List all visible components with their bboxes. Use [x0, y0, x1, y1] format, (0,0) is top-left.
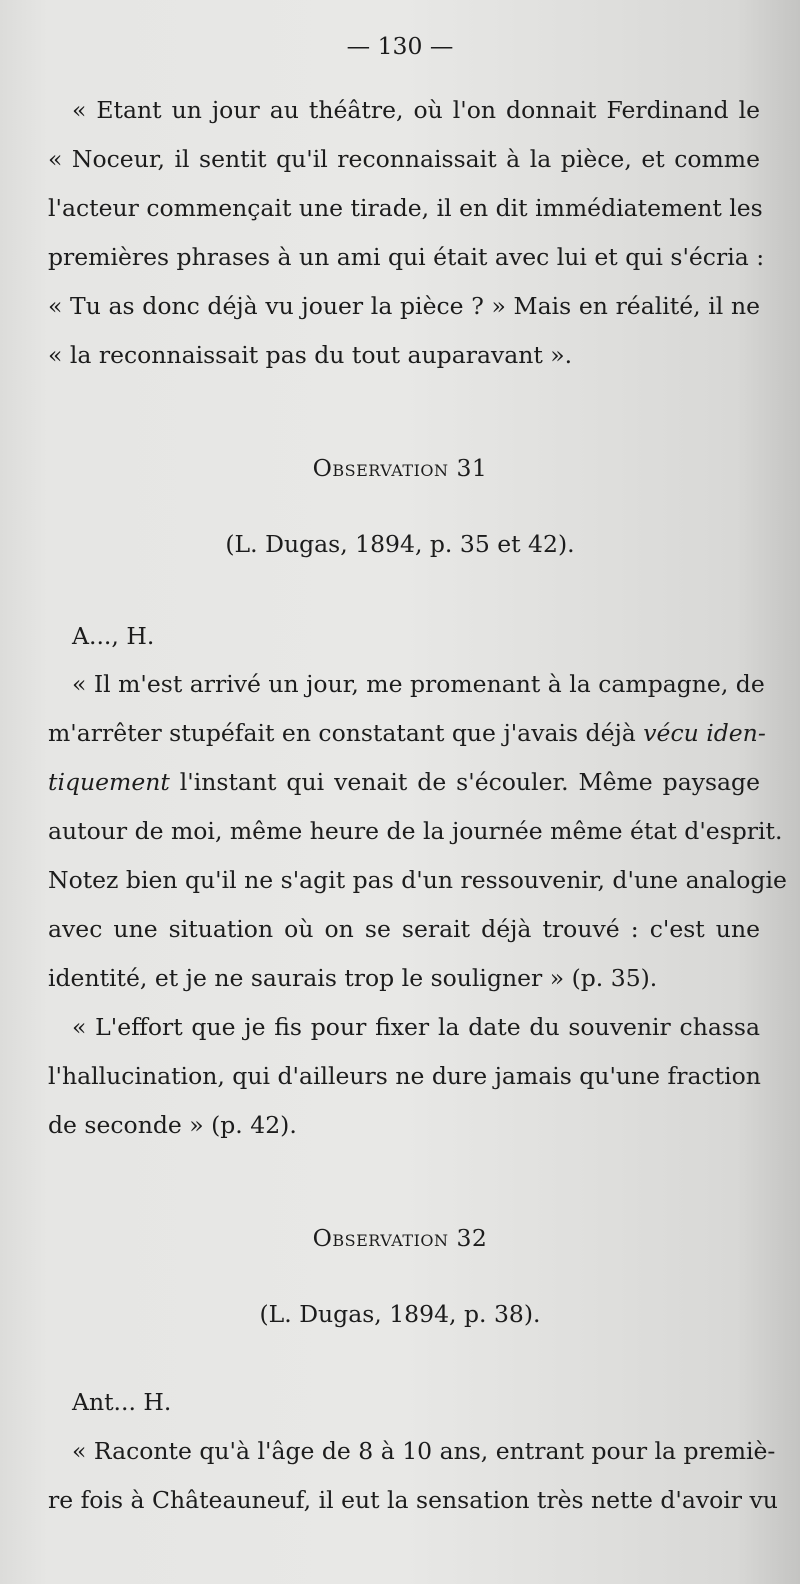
observation-heading: Observation 31: [312, 454, 488, 482]
observation-heading: Observation 32: [312, 1224, 488, 1252]
text-line: identité, et je ne saurais trop le souligner » (p. 35).: [48, 964, 658, 992]
text-line: re fois à Châteauneuf, il eut la sensation très nette d'avoir vu: [48, 1486, 778, 1514]
text-line: « L'effort que je fis pour fixer la date du souvenir chassa: [72, 1013, 760, 1041]
text-line: avec une situation où on se serait déjà trouvé : c'est une: [48, 915, 760, 943]
subject-label: A..., H.: [72, 622, 155, 650]
text-line: [48, 717, 766, 749]
text-line: l'hallucination, qui d'ailleurs ne dure jamais qu'une fraction: [48, 1062, 761, 1090]
text-line: « Noceur, il sentit qu'il reconnaissait à la pièce, et comme: [48, 145, 760, 173]
text-line: « Tu as donc déjà vu jouer la pièce ? » Mais en réalité, il ne: [48, 292, 760, 320]
text-run: m'arrêter stupéfait en constatant que j'avais déjà: [48, 719, 636, 747]
italic-run: tiquement: [48, 768, 170, 796]
text-run: l'instant qui venait de s'écouler. Même paysage: [169, 768, 760, 796]
observation-source: (L. Dugas, 1894, p. 38).: [259, 1300, 541, 1328]
text-line: « Etant un jour au théâtre, où l'on donnait Ferdinand le: [72, 96, 760, 124]
subject-label: Ant... H.: [72, 1388, 172, 1416]
text-line: [48, 766, 760, 798]
text-line: premières phrases à un ami qui était avec lui et qui s'écria :: [48, 243, 765, 271]
text-line: « Il m'est arrivé un jour, me promenant à la campagne, de: [72, 670, 765, 698]
text-line: autour de moi, même heure de la journée même état d'esprit.: [48, 817, 783, 845]
text-line: de seconde » (p. 42).: [48, 1111, 297, 1139]
text-line: Notez bien qu'il ne s'agit pas d'un ressouvenir, d'une analogie: [48, 866, 787, 894]
text-line: l'acteur commençait une tirade, il en dit immédiatement les: [48, 194, 763, 222]
text-line: « Raconte qu'à l'âge de 8 à 10 ans, entrant pour la premiè-: [72, 1437, 776, 1465]
italic-run: vécu iden-: [643, 719, 766, 747]
observation-source: (L. Dugas, 1894, p. 35 et 42).: [225, 530, 575, 558]
page-number: — 130 —: [346, 32, 454, 60]
text-line: « la reconnaissait pas du tout auparavant ».: [48, 341, 573, 369]
